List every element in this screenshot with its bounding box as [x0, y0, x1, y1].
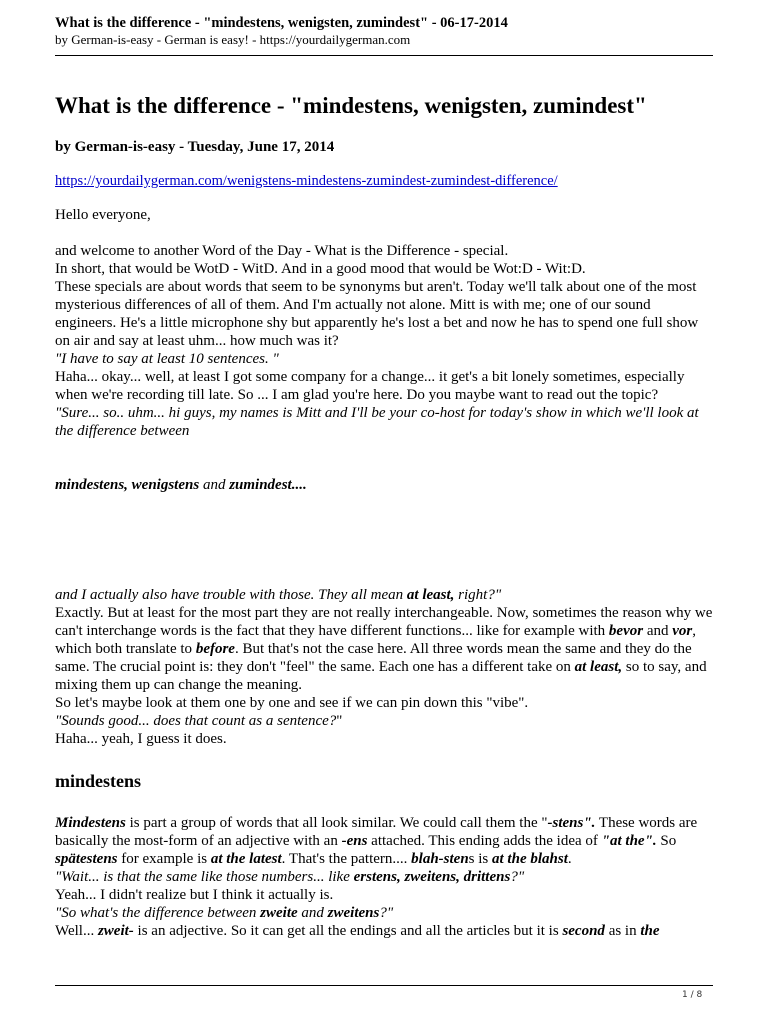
header-subtitle: by German-is-easy - German is easy! - https://yourdailygerman.com: [55, 32, 411, 47]
paragraph-realize: Yeah... I didn't realize but I think it actually is.: [55, 887, 334, 903]
paragraph-guess: Haha... yeah, I guess it does.: [55, 731, 227, 747]
greeting: Hello everyone,: [55, 207, 151, 223]
quote-mitt-1: "I have to say at least 10 sentences. ": [55, 351, 279, 367]
header-title: What is the difference - "mindestens, wenigsten, zumindest" - 06-17-2014: [55, 15, 508, 31]
section-heading-mindestens: mindestens: [55, 771, 142, 791]
quote-mitt-5: "Wait... is that the same like those numbers... like erstens, zweitens, drittens?": [55, 869, 525, 885]
page-header: [55, 14, 735, 48]
article-url-link[interactable]: https://yourdailygerman.com/wenigstens-mindestens-zumindest-zumindest-difference/: [55, 173, 558, 189]
header-divider: [55, 55, 713, 56]
quote-mitt-6: "So what's the difference between zweite and zweitens?": [55, 905, 394, 921]
intro-paragraph: These specials are about words that seem to be synonyms but aren't. Today we'll talk about one of the most mysterious differences of all of them. And I'm actually not alone. Mitt is with me; one of our sound engineers. He's a little microphone shy but apparently he's lost a bet and now he has to spend one full show on air and say at least uhm... how much was it?: [55, 279, 699, 349]
quote-mitt-4: "Sounds good... does that count as a sentence?": [55, 713, 343, 729]
paragraph-haha: Haha... okay... well, at least I got some company for a change... it get's a bit lonely sometimes, especially when we're recording till late. So ... I am glad you're here. Do you maybe want to read out the topic?: [55, 369, 685, 403]
paragraph-vibe: So let's maybe look at them one by one and see if we can pin down this "vibe".: [55, 695, 529, 711]
paragraph-exactly: Exactly. But at least for the most part they are not really interchangeable. Now, sometimes the reason why we can't interchange words is the fact that they have different functions... like for example with bevor and vor, which both translate to before. But that's not the case here. All three words mean the same and they do the same. The crucial point is: they don't "feel" the same. Each one has a different take on at least, so to say, and mixing them up can change the meaning.: [55, 605, 713, 693]
topic-line: mindestens, wenigstens and zumindest....: [55, 477, 307, 493]
article-title: What is the difference - "mindestens, wenigsten, zumindest": [55, 93, 647, 118]
quote-mitt-2: "Sure... so.. uhm... hi guys, my names is Mitt and I'll be your co-host for today's show in which we'll look at the difference between: [55, 405, 699, 439]
paragraph-well: Well... zweit- is an adjective. So it can get all the endings and all the articles but it is second as in the: [55, 923, 660, 939]
quote-mitt-3: and I actually also have trouble with those. They all mean at least, right?": [55, 587, 502, 603]
paragraph-mindestens: Mindestens is part a group of words that all look similar. We could call them the "-stens". These words are basically the most-form of an adjective with an -ens attached. This ending adds the idea of "at the". So spätestens for example is at the latest. That's the pattern.... blah-stens is at the blahst.: [55, 815, 698, 867]
intro-line-2: In short, that would be WotD - WitD. And in a good mood that would be Wot:D - Wit:D.: [55, 261, 586, 277]
page-number: 1 / 8: [682, 990, 703, 1000]
intro-line-1: and welcome to another Word of the Day - What is the Difference - special.: [55, 243, 509, 259]
footer-divider: [55, 985, 713, 986]
article-body: [55, 92, 715, 940]
article-byline: by German-is-easy - Tuesday, June 17, 2014: [55, 139, 335, 155]
